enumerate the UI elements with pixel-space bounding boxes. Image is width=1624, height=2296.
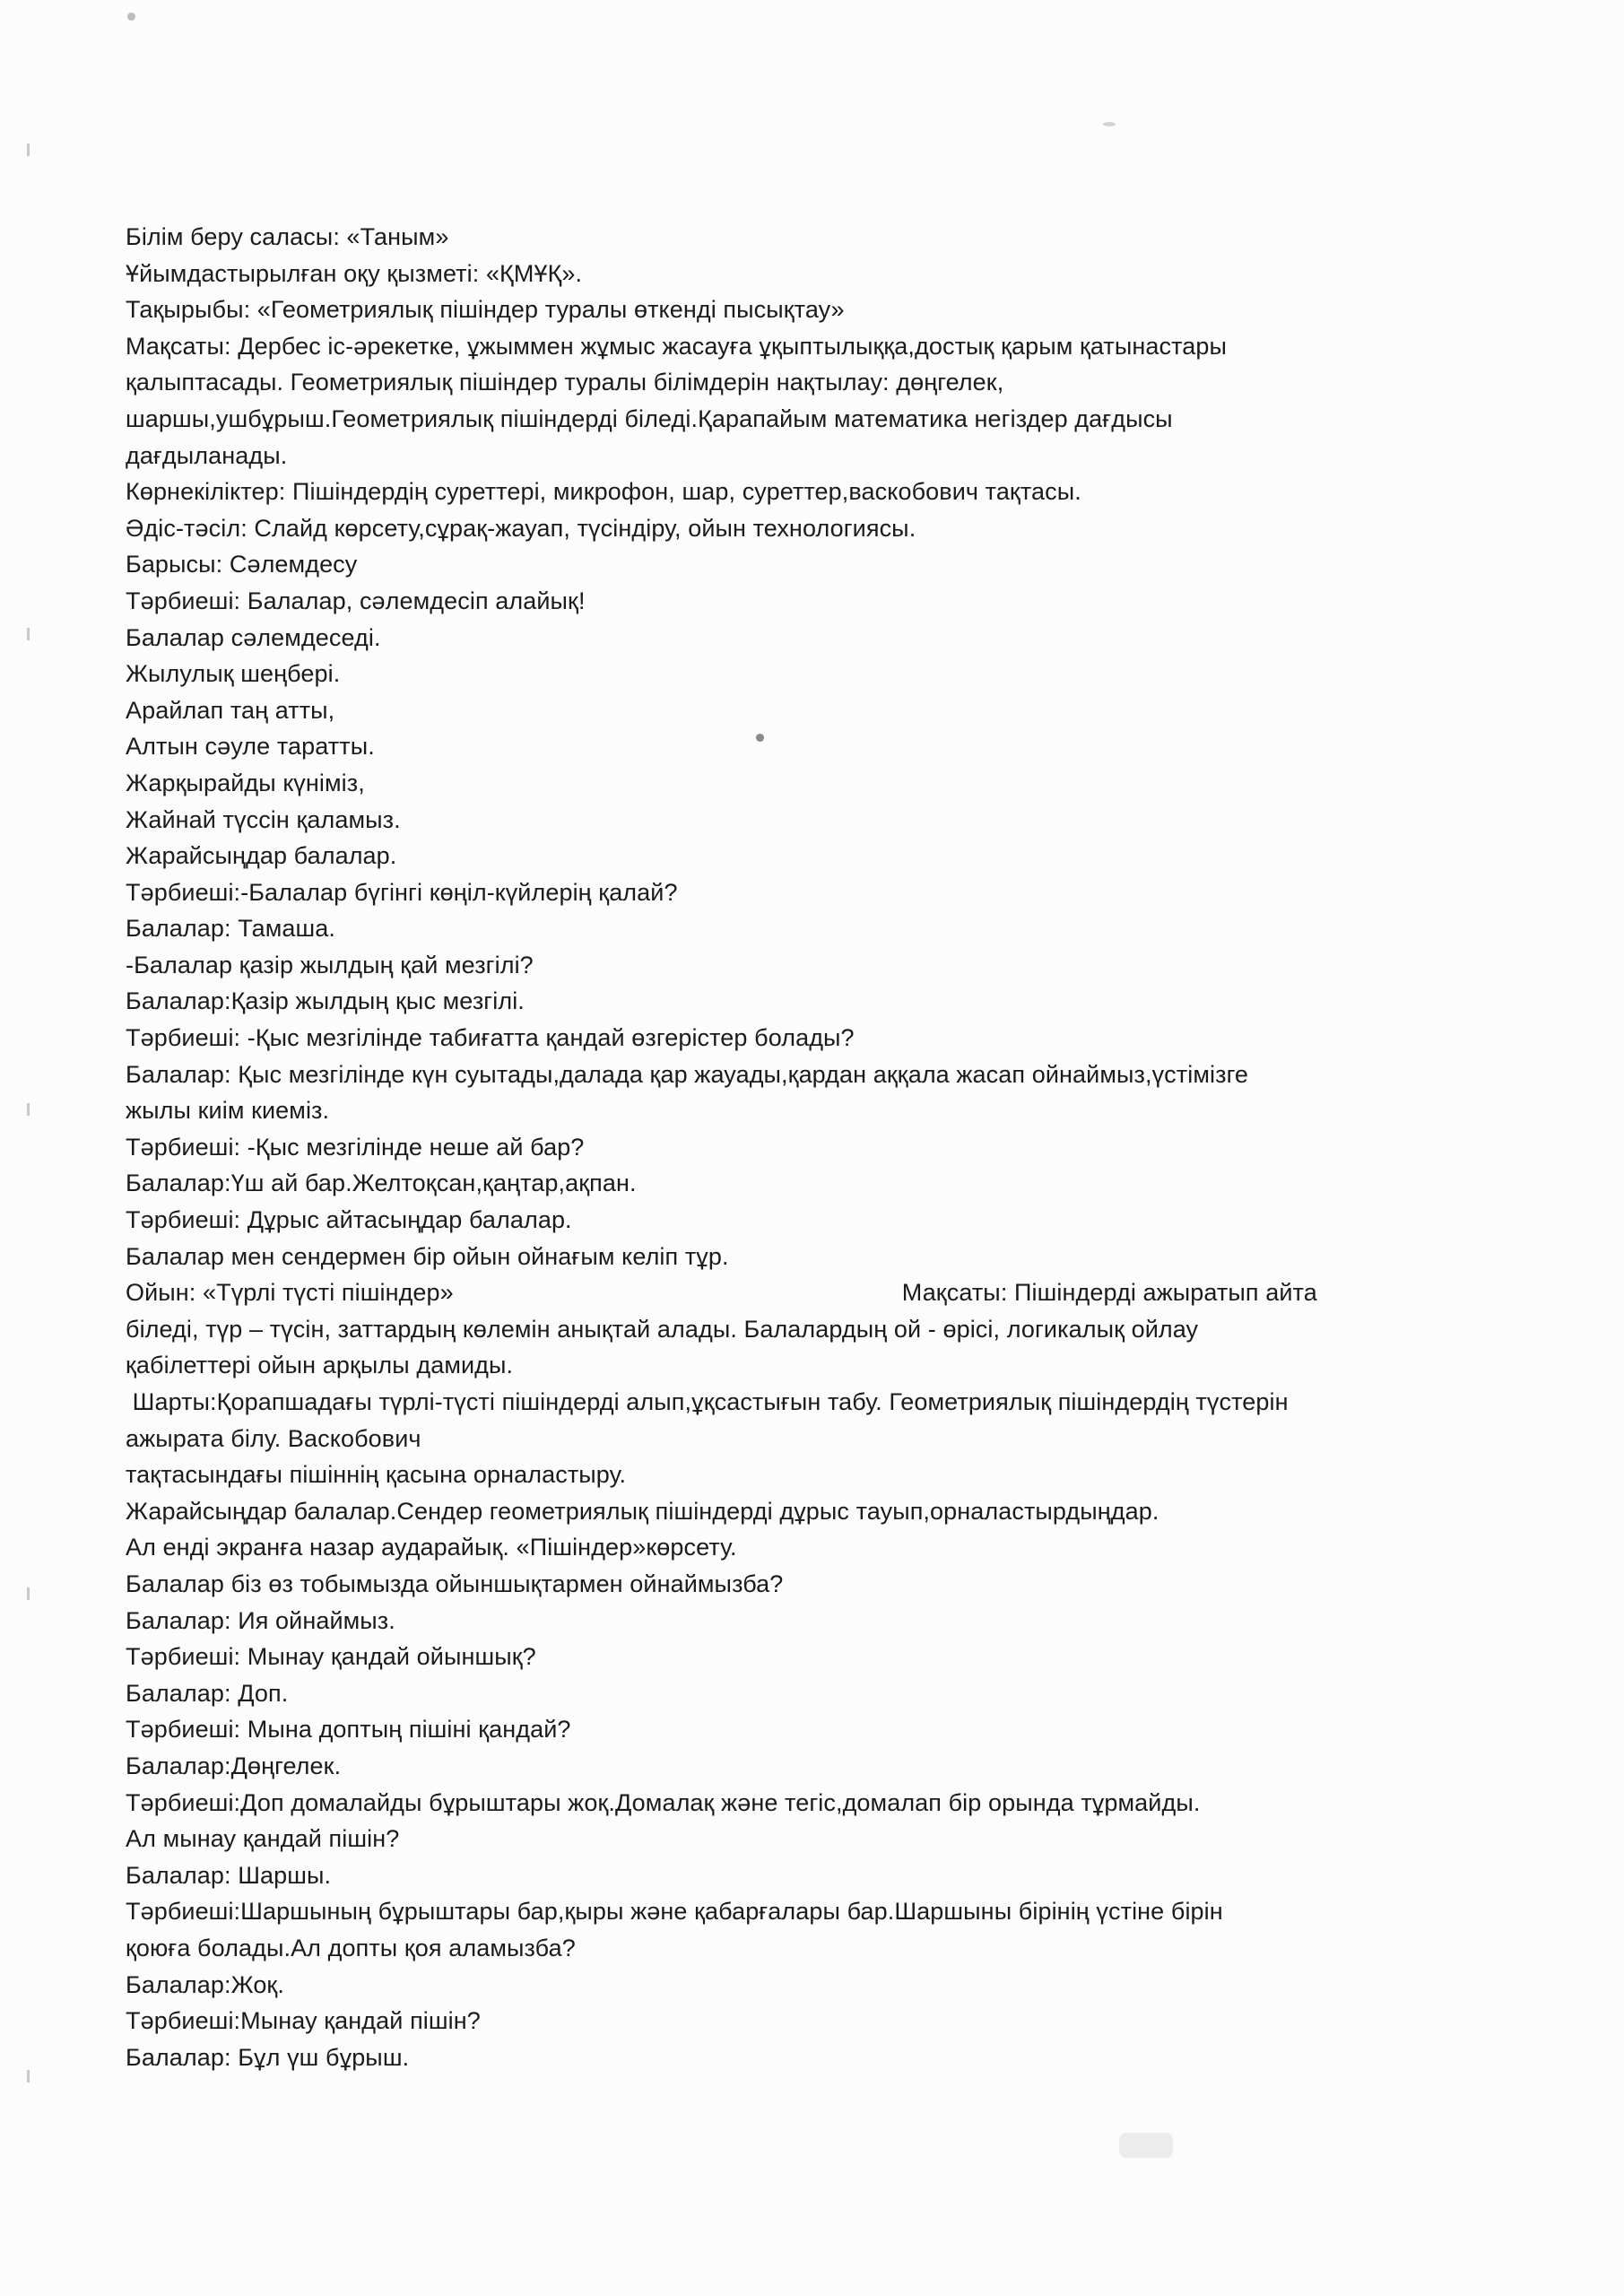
text-line: Ал мынау қандай пішін? [126, 1825, 400, 1853]
text-line: дағдыланады. [126, 441, 288, 469]
text-line: ажырата білу. Васкобович [126, 1424, 421, 1452]
text-line: Ұйымдастырылған оқу қызметі: «ҚМҰҚ». [126, 259, 583, 287]
text-line: Балалар мен сендермен бір ойын ойнағым келіп тұр. [126, 1242, 729, 1270]
text-line: Жарқырайды күніміз, [126, 769, 365, 796]
text-line: Балалар біз өз тобымызда ойыншықтармен ойнаймызба? [126, 1570, 784, 1597]
text-line: Тәрбиеші: Дұрыс айтасыңдар балалар. [126, 1206, 572, 1234]
text-line: Мақсаты: Дербес іс-әрекетке, ұжыммен жұмыс жасауға ұқыптылыққа,достық қарым қатынастары [126, 332, 1228, 360]
text-line: Тәрбиеші: -Қыс мезгілінде неше ай бар? [126, 1133, 585, 1161]
text-line: қалыптасады. Геометриялық пішіндер туралы білімдерін нақтылау: дөңгелек, [126, 369, 1004, 396]
text-line: Шарты:Қорапшадағы түрлі-түсті пішіндерді алып,ұқсастығын табу. Геометриялық пішіндердің түстерін [126, 1388, 1289, 1415]
scan-edge-mark [27, 144, 30, 156]
text-line: Тәрбиеші:Шаршының бұрыштары бар,қыры және қабарғалары бар.Шаршыны бірінің үстіне бірін [126, 1898, 1223, 1926]
text-line: Тәрбиеші:Доп домалайды бұрыштары жоқ.Домалақ және тегіс,домалап бір орында тұрмайды. [126, 1788, 1201, 1816]
text-line: Балалар: Доп. [126, 1679, 289, 1707]
text-line: қабілеттері ойын арқылы дамиды. [126, 1352, 514, 1379]
scan-edge-mark [27, 628, 30, 640]
text-line: біледі, түр – түсін, заттардың көлемін анықтай алады. Балалардың ой - өрісі, логикалық ойлау [126, 1315, 1199, 1343]
text-line: Балалар: Тамаша. [126, 915, 335, 943]
game-title: Ойын: «Түрлі түсті пішіндер» [126, 1279, 454, 1307]
game-line [126, 1274, 1524, 1311]
lesson-plan-text [126, 219, 1524, 2075]
text-line: Тәрбиеші:-Балалар бүгінгі көңіл-күйлерің қалай? [126, 878, 678, 906]
text-line: Жайнай түссін қаламыз. [126, 805, 401, 833]
text-line: Арайлап таң атты, [126, 696, 335, 724]
scan-speck [1119, 2133, 1173, 2158]
text-line: Тәрбиеші: -Қыс мезгілінде табиғатта қандай өзгерістер болады? [126, 1024, 855, 1052]
text-line: жылы киім киеміз. [126, 1097, 330, 1125]
text-line: Балалар: Шаршы. [126, 1861, 332, 1889]
text-line: Көрнекіліктер: Пішіндердің суреттері, микрофон, шар, суреттер,васкобович тақтасы. [126, 478, 1081, 506]
text-line: Балалар сәлемдеседі. [126, 623, 381, 651]
text-line: шаршы,ушбұрыш.Геометриялық пішіндерді біледі.Қарапайым математика негіздер дағдысы [126, 404, 1173, 432]
text-line: Әдіс-тәсіл: Слайд көрсету,сұрақ-жауап, түсіндіру, ойын технологиясы. [126, 514, 916, 542]
text-line: Тәрбиеші: Мына доптың пішіні қандай? [126, 1716, 571, 1744]
scan-speck [1103, 122, 1116, 126]
text-line: Тақырыбы: «Геометриялық пішіндер туралы өткенді пысықтау» [126, 296, 845, 324]
text-line: Балалар:Дөңгелек. [126, 1752, 342, 1779]
text-line: Тәрбиеші: Мынау қандай ойыншық? [126, 1643, 536, 1671]
text-line: Балалар: Қыс мезгілінде күн суытады,далада қар жауады,қардан аққала жасап ойнаймыз,үстімізге [126, 1060, 1249, 1088]
text-line: Балалар: Ия ойнаймыз. [126, 1606, 395, 1634]
text-line: Алтын сәуле таратты. [126, 733, 375, 761]
text-line: Балалар:Үш ай бар.Желтоқсан,қаңтар,ақпан. [126, 1170, 637, 1197]
scan-edge-mark [27, 1587, 30, 1600]
text-line: Барысы: Сәлемдесу [126, 551, 358, 578]
scan-speck [127, 13, 135, 21]
text-line: -Балалар қазір жылдың қай мезгілі? [126, 951, 534, 978]
scan-edge-mark [27, 1103, 30, 1116]
text-line: Балалар:Жоқ. [126, 1970, 284, 1998]
text-line: Білім беру саласы: «Таным» [126, 223, 449, 250]
scan-edge-mark [27, 2070, 30, 2083]
text-line: Жылулық шеңбері. [126, 660, 341, 688]
text-line: Балалар:Қазір жылдың қыс мезгілі. [126, 987, 525, 1015]
text-line: Жарайсыңдар балалар. [126, 842, 397, 870]
game-goal: Мақсаты: Пішіндерді ажыратып айта [901, 1279, 1317, 1307]
text-line: Тәрбиеші: Балалар, сәлемдесіп алайық! [126, 587, 586, 614]
text-line: Ал енді экранға назар аударайық. «Пішіндер»көрсету. [126, 1534, 737, 1561]
text-line: қоюға болады.Ал допты қоя аламызба? [126, 1934, 576, 1961]
text-line: Жарайсыңдар балалар.Сендер геометриялық пішіндерді дұрыс тауып,орналастырдыңдар. [126, 1497, 1159, 1525]
text-line: тақтасындағы пішіннің қасына орналастыру. [126, 1461, 627, 1489]
text-line: Балалар: Бұл үш бұрыш. [126, 2043, 410, 2071]
text-line: Тәрбиеші:Мынау қандай пішін? [126, 2007, 481, 2035]
